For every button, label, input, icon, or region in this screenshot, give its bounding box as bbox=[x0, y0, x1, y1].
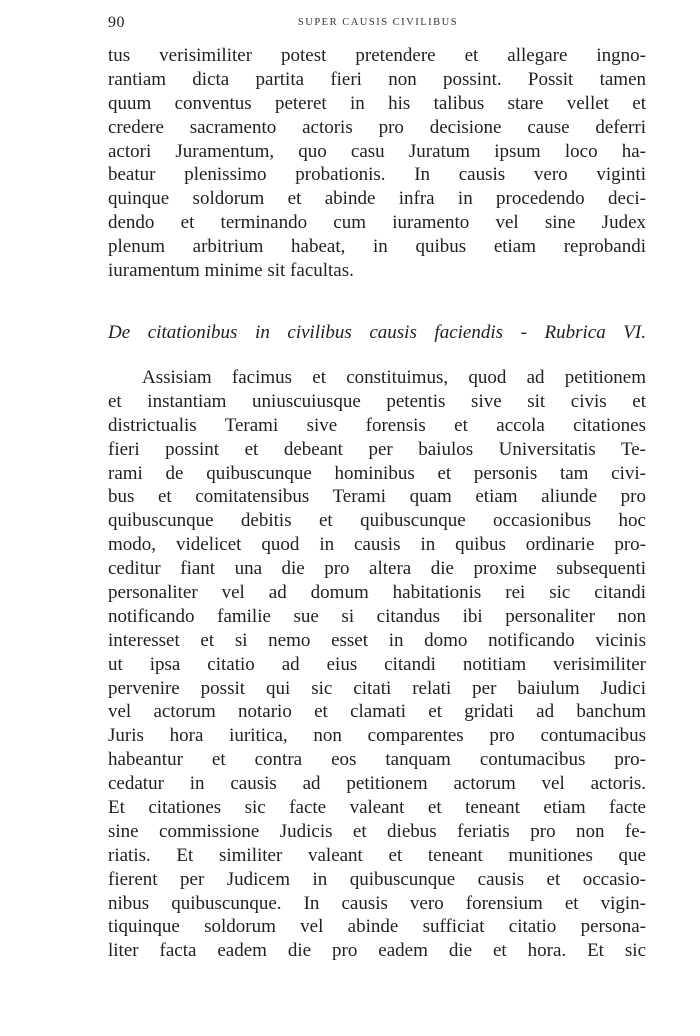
paragraph-1 bbox=[108, 44, 646, 283]
rubric-heading: De citationibus in civilibus causis faciendis - Rubrica VI. bbox=[108, 322, 646, 343]
text-line: modo, videlicet quod in causis in quibus ordinarie pro- bbox=[108, 534, 646, 556]
page-header bbox=[108, 14, 648, 36]
text-line: tiquinque soldorum vel abinde sufficiat citatio persona- bbox=[108, 916, 646, 938]
text-line: et instantiam uniuscuiusque petentis sive sit civis et bbox=[108, 390, 646, 412]
text-line: bus et comitatensibus Terami quam etiam aliunde pro bbox=[108, 486, 646, 508]
text-line: interesset et si nemo esset in domo notificando vicinis bbox=[108, 629, 646, 651]
page-number: 90 bbox=[108, 14, 125, 31]
text-line: sine commissione Judicis et diebus feriatis pro non fe- bbox=[108, 820, 646, 842]
text-line: actori Juramentum, quo casu Juratum ipsum loco ha- bbox=[108, 140, 646, 162]
text-line: tus verisimiliter potest pretendere et allegare ingno- bbox=[108, 45, 646, 66]
text-line: plenum arbitrium habeat, in quibus etiam reprobandi bbox=[108, 236, 646, 258]
text-line: cedatur in causis ad petitionem actorum vel actoris. bbox=[108, 773, 646, 795]
text-line: ut ipsa citatio ad eius citandi notitiam verisimiliter bbox=[108, 653, 646, 675]
text-line: Assisiam facimus et constituimus, quod ad petitionem bbox=[142, 367, 646, 388]
text-line: dendo et terminando cum iuramento vel sine Judex bbox=[108, 212, 646, 234]
paragraph-2 bbox=[108, 366, 646, 963]
running-title: SUPER CAUSIS CIVILIBUS bbox=[297, 17, 459, 28]
text-line: fieri possint et debeant per baiulos Universitatis Te- bbox=[108, 438, 646, 460]
text-line: habeantur et contra eos tanquam contumacibus pro- bbox=[108, 749, 646, 771]
text-line: quinque soldorum et abinde infra in procedendo deci- bbox=[108, 188, 646, 210]
text-line: credere sacramento actoris pro decisione cause deferri bbox=[108, 116, 646, 138]
text-line: vel actorum notario et clamati et gridati ad banchum bbox=[108, 701, 646, 723]
text-line: Juris hora iuritica, non comparentes pro contumacibus bbox=[108, 725, 646, 747]
text-line: liter facta eadem die pro eadem die et hora. Et sic bbox=[108, 940, 646, 962]
text-line: pervenire possit qui sic citati relati per baiulum Judici bbox=[108, 677, 646, 699]
text-line: rantiam dicta partita fieri non possint. Possit tamen bbox=[108, 68, 646, 90]
text-line: beatur plenissimo probationis. In causis vero viginti bbox=[108, 164, 646, 186]
text-line: quibuscunque debitis et quibuscunque occasionibus hoc bbox=[108, 510, 646, 532]
text-line: fierent per Judicem in quibuscunque causis et occasio- bbox=[108, 868, 646, 890]
text-line: quum conventus peteret in his talibus stare vellet et bbox=[108, 92, 646, 114]
text-line: iuramentum minime sit facultas. bbox=[108, 260, 354, 282]
text-line: ceditur fiant una die pro altera die proxime subsequenti bbox=[108, 558, 646, 580]
text-line: rami de quibuscunque hominibus et personis tam civi- bbox=[108, 462, 646, 484]
text-line: nibus quibuscunque. In causis vero forensium et vigin- bbox=[108, 892, 646, 914]
text-line: personaliter vel ad domum habitationis rei sic citandi bbox=[108, 582, 646, 604]
text-line: riatis. Et similiter valeant et teneant munitiones que bbox=[108, 844, 646, 866]
text-line: districtualis Terami sive forensis et accola citationes bbox=[108, 414, 646, 436]
text-line: Et citationes sic facte valeant et teneant etiam facte bbox=[108, 797, 646, 819]
text-line: notificando familie sue si citandus ibi personaliter non bbox=[108, 605, 646, 627]
